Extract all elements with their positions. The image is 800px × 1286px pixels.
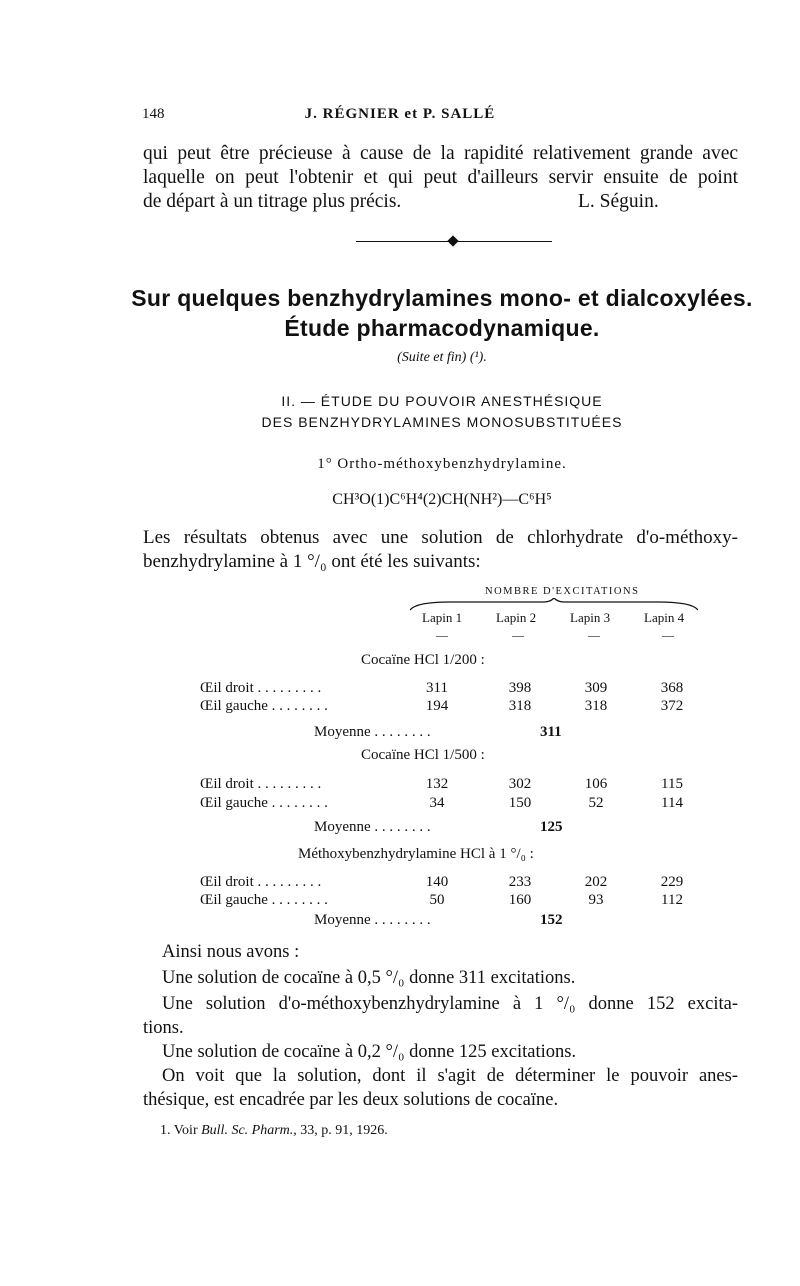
- mean-value: 152: [540, 912, 563, 928]
- column-header-lapin-2: Lapin 2: [496, 610, 537, 625]
- section-heading-line-1: II. — ÉTUDE DU POUVOIR ANESTHÉSIQUE: [281, 393, 603, 409]
- table-cell: 318: [508, 698, 532, 714]
- signature: L. Séguin.: [578, 191, 659, 212]
- row-label: Œil gauche . . . . . . . .: [200, 698, 328, 714]
- table-cell: 160: [508, 892, 532, 908]
- table-cell: 229: [660, 874, 684, 890]
- table-cell: 34: [429, 795, 445, 811]
- conclusion-line-3: Une solution d'o-méthoxybenzhydrylamine à 1 °/₀ donne 152 excita-: [162, 994, 738, 1014]
- conclusion-line-6: On voit que la solution, dont il s'agit de déterminer le pouvoir anes-: [162, 1066, 738, 1086]
- mean-label: Moyenne . . . . . . . .: [314, 819, 431, 835]
- column-header-lapin-1: Lapin 1: [422, 610, 463, 625]
- column-header-lapin-3: Lapin 3: [570, 610, 611, 625]
- page-number: 148: [142, 106, 165, 122]
- table-cell: 93: [588, 892, 604, 908]
- chemical-formula: CH³O(1)C⁶H⁴(2)CH(NH²)—C⁶H⁵: [332, 491, 552, 508]
- conclusion-line-4: tions.: [143, 1018, 184, 1038]
- article-title-line-1: Sur quelques benzhydrylamines mono- et dialcoxylées.: [131, 285, 753, 311]
- table-cell: 106: [584, 776, 608, 792]
- row-label: Œil gauche . . . . . . . .: [200, 892, 328, 908]
- row-label: Œil droit . . . . . . . . .: [200, 680, 322, 696]
- article-title-line-2: Étude pharmacodynamique.: [284, 315, 600, 341]
- intro-line-2: laquelle on peut l'obtenir et qui peut d'ailleurs servir ensuite de point: [143, 167, 738, 188]
- table-cell: 115: [661, 776, 683, 792]
- row-label: Œil gauche . . . . . . . .: [200, 795, 328, 811]
- table-cell: 140: [425, 874, 449, 890]
- block-heading: Cocaïne HCl 1/500 :: [361, 747, 485, 763]
- column-dash: —: [512, 628, 524, 642]
- row-label: Œil droit . . . . . . . . .: [200, 776, 322, 792]
- block-heading: Méthoxybenzhydrylamine HCl à 1 °/₀ :: [298, 846, 534, 862]
- subsection-heading: 1° Ortho-méthoxybenzhydrylamine.: [317, 456, 567, 472]
- table-cell: 194: [425, 698, 449, 714]
- footnote-text: Voir: [173, 1123, 198, 1138]
- table-cell: 302: [508, 776, 532, 792]
- table-cell: 132: [425, 776, 449, 792]
- table-cell: 233: [508, 874, 532, 890]
- table-cell: 398: [508, 680, 532, 696]
- footnote-marker: 1.: [160, 1123, 171, 1138]
- table-cell: 372: [660, 698, 684, 714]
- table-cell: 50: [429, 892, 445, 908]
- mean-value: 311: [540, 724, 562, 740]
- mean-label: Moyenne . . . . . . . .: [314, 912, 431, 928]
- suite-note: (Suite et fin) (¹).: [397, 350, 487, 365]
- column-header-lapin-4: Lapin 4: [644, 610, 685, 625]
- table-cell: 311: [426, 680, 448, 696]
- column-dash: —: [436, 628, 448, 642]
- results-line-2: benzhydrylamine à 1 °/₀ ont été les suivants:: [143, 551, 481, 572]
- intro-line-3: de départ à un titrage plus précis.: [143, 191, 402, 212]
- footnote: [160, 1123, 388, 1139]
- conclusion-line-2: Une solution de cocaïne à 0,5 °/₀ donne 311 excitations.: [162, 968, 576, 988]
- mean-label: Moyenne . . . . . . . .: [314, 724, 431, 740]
- table-cell: 368: [660, 680, 684, 696]
- column-dash: —: [662, 628, 674, 642]
- footnote-journal: Bull. Sc. Pharm.: [201, 1123, 294, 1138]
- results-line-1: Les résultats obtenus avec une solution de chlorhydrate d'o-méthoxy-: [143, 527, 738, 548]
- divider-diamond-icon: [447, 235, 458, 246]
- conclusion-line-1: Ainsi nous avons :: [162, 942, 300, 962]
- conclusion-line-7: thésique, est encadrée par les deux solutions de cocaïne.: [143, 1090, 559, 1110]
- table-cell: 114: [661, 795, 683, 811]
- intro-line-1: qui peut être précieuse à cause de la rapidité relativement grande avec: [143, 143, 738, 164]
- table-cell: 318: [584, 698, 608, 714]
- column-dash: —: [588, 628, 600, 642]
- table-cell: 150: [508, 795, 532, 811]
- mean-value: 125: [540, 819, 563, 835]
- table-cell: 309: [584, 680, 608, 696]
- table-cell: 52: [588, 795, 604, 811]
- footnote-reference: , 33, p. 91, 1926.: [293, 1123, 388, 1138]
- conclusion-line-5: Une solution de cocaïne à 0,2 °/₀ donne 125 excitations.: [162, 1042, 577, 1062]
- section-heading-line-2: DES BENZHYDRYLAMINES MONOSUBSTITUÉES: [261, 414, 623, 430]
- table-cell: 112: [661, 892, 683, 908]
- row-label: Œil droit . . . . . . . . .: [200, 874, 322, 890]
- table-group-header: NOMBRE D'EXCITATIONS: [485, 586, 640, 597]
- table-cell: 202: [584, 874, 608, 890]
- running-head: J. RÉGNIER et P. SALLÉ: [304, 106, 496, 122]
- block-heading: Cocaïne HCl 1/200 :: [361, 652, 485, 668]
